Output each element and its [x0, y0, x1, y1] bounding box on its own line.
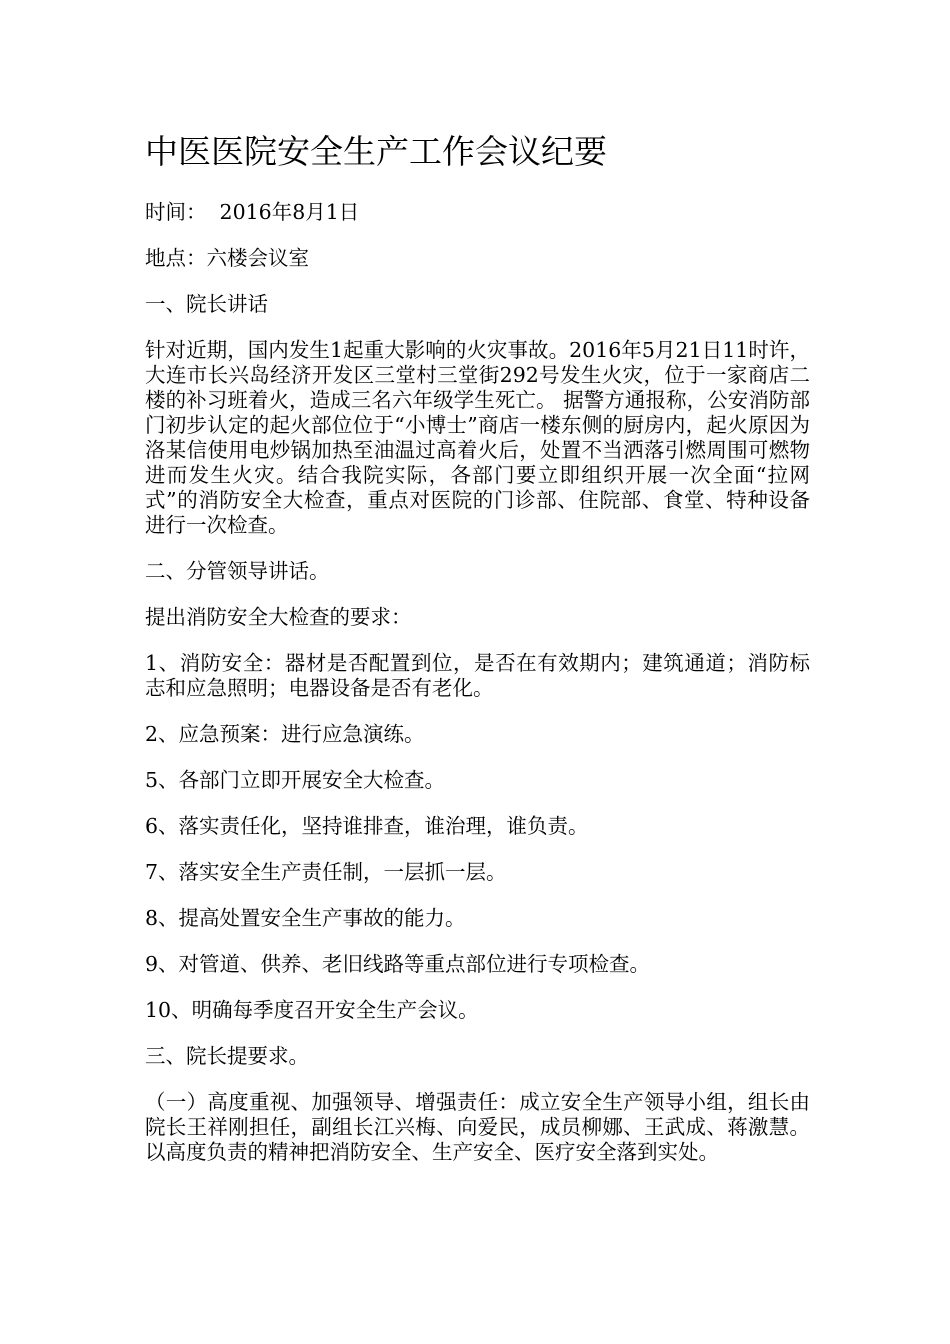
- section-intro-2: 提出消防安全大检查的要求：: [145, 605, 412, 629]
- requirement-item: 9、对管道、供养、老旧线路等重点部位进行专项检查。: [145, 952, 651, 976]
- document-content: [145, 128, 810, 1186]
- requirement-item: 1、消防安全：器材是否配置到位，是否在有效期内；建筑通道；消防标志和应急照明；电器设备是否有老化。: [145, 651, 810, 700]
- section-heading-2: 二、分管领导讲话。: [145, 559, 330, 583]
- requirement-item: 8、提高处置安全生产事故的能力。: [145, 906, 466, 930]
- meeting-location: 地点：六楼会议室: [145, 246, 309, 270]
- section-body-1: 针对近期，国内发生1起重大影响的火灾事故。2016年5月21日11时许，大连市长兴岛经济开发区三堂村三堂街292号发生火灾，位于一家商店二楼的补习班着火，造成三名六年级学生死亡。 据警方通报称，公安消防部门初步认定的起火部位位于“小博士”商店一楼东侧的厨房内，起火原因为洛某信使用电炒锅加热至油温过高着火后，处置不当洒落引燃周围可燃物进而发生火灾。结合我院实际，各部门要立即组织开展一次全面“拉网式”的消防安全大检查，重点对医院的门诊部、住院部、食堂、特种设备进行一次检查。: [145, 338, 810, 537]
- section-heading-3: 三、院长提要求。: [145, 1044, 309, 1068]
- requirement-item: 5、各部门立即开展安全大检查。: [145, 768, 446, 792]
- requirement-item: 6、落实责任化，坚持谁排查，谁治理，谁负责。: [145, 814, 589, 838]
- requirement-item: 7、落实安全生产责任制，一层抓一层。: [145, 860, 507, 884]
- section-body-3: （一）高度重视、加强领导、增强责任：成立安全生产领导小组，组长由院长王祥刚担任，副组长江兴梅、向爱民，成员柳娜、王武成、蒋激慧。以高度负责的精神把消防安全、生产安全、医疗安全落到实处。: [145, 1090, 810, 1164]
- section-heading-1: 一、院长讲话: [145, 292, 268, 316]
- requirement-item: 10、明确每季度召开安全生产会议。: [145, 998, 479, 1022]
- requirement-item: 2、应急预案：进行应急演练。: [145, 722, 425, 746]
- document-title: 中医医院安全生产工作会议纪要: [145, 132, 607, 171]
- meeting-time: 时间： 2016年8月1日: [145, 200, 360, 224]
